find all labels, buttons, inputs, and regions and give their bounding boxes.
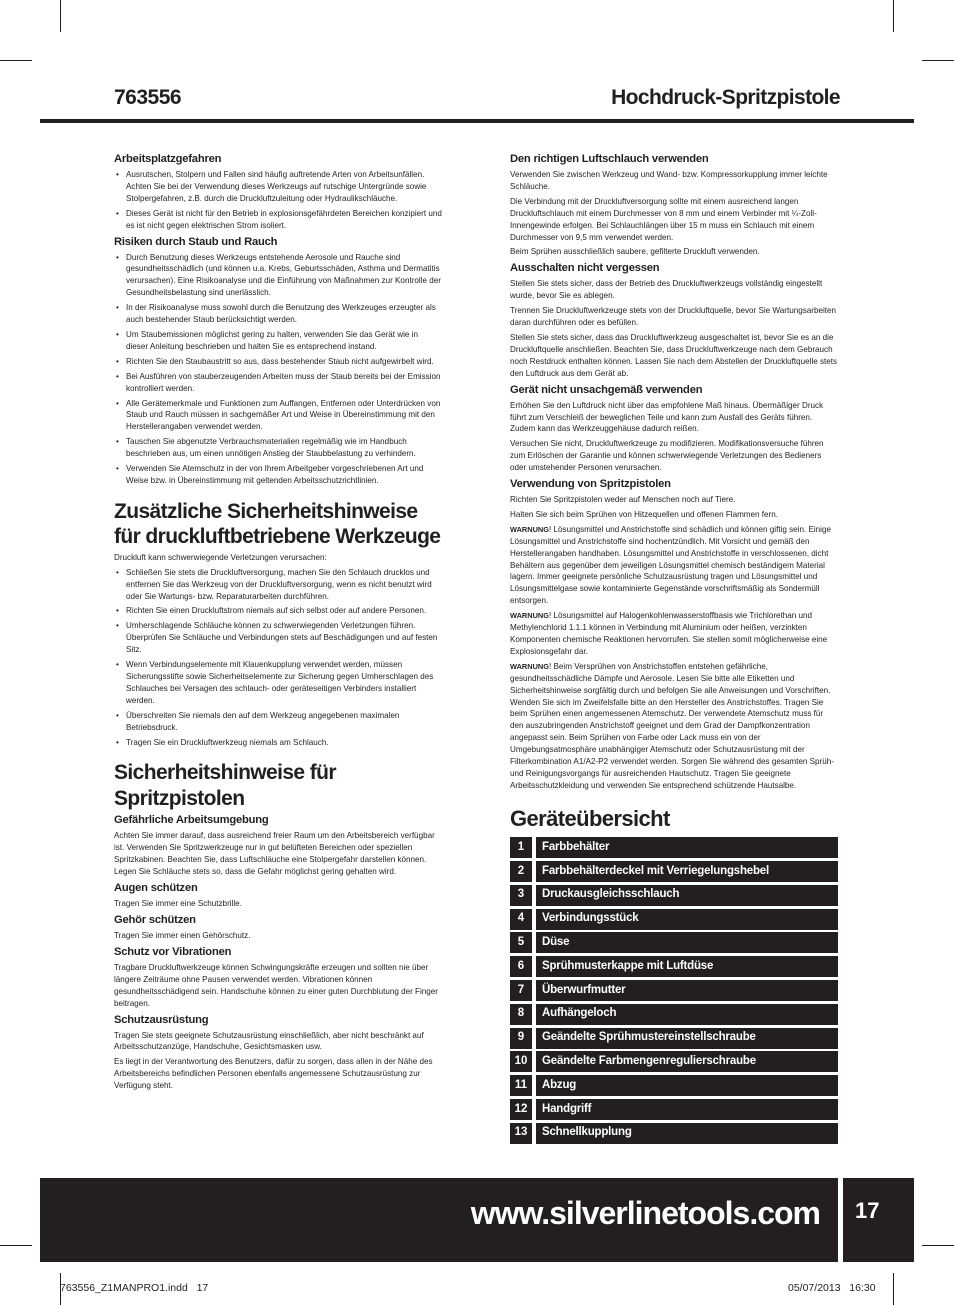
part-label: Handgriff xyxy=(536,1099,838,1120)
part-number: 10 xyxy=(510,1051,532,1072)
list-item: • Umherschlagende Schläuche können zu schwerwiegenden Verletzungen führen. Überprüfen Sie Schläuche und Verbindungen stets auf Beschädigungen und auf festen Sitz. xyxy=(126,620,442,656)
part-number: 13 xyxy=(510,1123,532,1144)
part-label: Düse xyxy=(536,932,838,953)
warning-paragraph xyxy=(510,524,838,607)
part-row xyxy=(510,956,838,977)
part-number: 3 xyxy=(510,885,532,906)
list-item: • Überschreiten Sie niemals den auf dem Werkzeug angegebenen maximalen Betriebsdruck. xyxy=(126,710,442,734)
right-column xyxy=(510,150,838,1147)
part-row xyxy=(510,932,838,953)
part-label: Farbbehälter xyxy=(536,837,838,858)
header-rule xyxy=(40,119,914,123)
paragraph: Tragen Sie stets geeignete Schutzausrüstung einschließlich, aber nicht beschränkt auf Arbeitsschutzanzüge, Handschuhe, Gesichtsmasken usw. xyxy=(114,1030,424,1052)
list-item: • Wenn Verbindungselemente mit Klauenkupplung verwendet werden, müssen Sicherungsstifte sowie Sicherheitselemente zur Sicherung gegen Umherschlagen des Schlauches bei Versagen des schlauch- oder geräteseitigen Verbinders installiert werden. xyxy=(126,659,442,707)
part-label: Sprühmusterkappe mit Luftdüse xyxy=(536,956,838,977)
list-item: • Durch Benutzung dieses Werkzeugs entstehende Aerosole und Rauche sind gesundheitsschädlich (und können u.a. Krebs, Geburtsschäden, Asthma und Dermatitis verursachen). Eine Risikoanalyse und die Einführung von Maßnahmen zur Kontrolle der Gesundheitsbelastung sind unerlässlich. xyxy=(126,252,442,300)
crop-mark xyxy=(0,60,32,61)
bullet-list xyxy=(114,252,442,487)
paragraph: Tragen Sie immer eine Schutzbrille. xyxy=(114,899,242,909)
warning-paragraph xyxy=(510,610,838,658)
part-label: Farbbehälterdeckel mit Verriegelungshebel xyxy=(536,861,838,882)
page-title: Hochdruck-Spritzpistole xyxy=(611,86,840,109)
paragraph: Richten Sie Spritzpistolen weder auf Menschen noch auf Tiere. xyxy=(510,495,736,505)
warning-label: WARNUNG xyxy=(510,661,550,671)
list-item: • Richten Sie den Staubaustritt so aus, dass bestehender Staub nicht aufgewirbelt wird. xyxy=(126,356,442,368)
overview-title: Geräteübersicht xyxy=(510,805,670,831)
list-item: • Tauschen Sie abgenutzte Verbrauchsmaterialien regelmäßig wie im Handbuch beschrieben aus, um einen unnötigen Anstieg der Staubbelastung zu verhindern. xyxy=(126,436,442,460)
list-item: • Bei Ausführen von stauberzeugenden Arbeiten muss der Staub bereits bei der Emission kontrolliert werden. xyxy=(126,371,442,395)
parts-list xyxy=(510,837,838,1144)
list-item: • Verwenden Sie Atemschutz in der von Ihrem Arbeitgeber vorgeschriebenen Art und Weise bzw. in Übereinstimmung mit geltenden Arbeitsschutzrichtlinien. xyxy=(126,463,442,487)
part-row xyxy=(510,1051,838,1072)
part-row xyxy=(510,1075,838,1096)
list-item: • Alle Gerätemerkmale und Funktionen zum Auffangen, Entfernen oder Unterdrücken von Staub und Rauch müssen in sachgemäßer Art und Weise in Übereinstimmung mit den Herstellerangaben verwendet werden. xyxy=(126,398,442,434)
paragraph: Druckluft kann schwerwiegende Verletzungen verursachen: xyxy=(114,552,327,562)
paragraph: Achten Sie immer darauf, dass ausreichend freier Raum um den Arbeitsbereich verfügbar ist. Verwenden Sie Spritzwerkzeuge nur in gut belüfteten Bereichen oder speziellen Spritzkabinen. Beachten Sie, dass Luftschläuche eine Stolpergefahr darstellen können. Legen Sie Schläuche stets so, dass die Gefahr möglichst gering gehalten wird. xyxy=(114,831,435,877)
part-number: 5 xyxy=(510,932,532,953)
warning-text: ! Beim Versprühen von Anstrichstoffen entstehen gefährliche, gesundheitsschädliche Dämpfe und Aerosole. Lesen Sie bitte alle Etiketten und Sicherheitshinweise sorgfältig durch und befolgen Sie alle Anweisungen und Vorschriften. Wenden Sie sich im Zweifelsfalle bitte an den Hersteller des Anstrichstoffes. Tragen Sie beim Sprühen einen angemessenen Atemschutz. Der verwendete Atemschutz muss für den auszubringenden Anstrichstoff geeignet und dem Grad der Dampfkonzentration angepasst sein. Beim Sprühen von Farbe oder Lack muss ein von der Umgebungsatmosphäre unabhängiger Atemschutz oder Schutzausrüstung mit der Filterkombination A1/A2-P2 verwendet werden. Sorgen Sie während des gesamten Sprüh- und Reinigungsvorgangs für ausreichenden Hautschutz. Tragen Sie geeignete Arbeitsschutzkleidung und verwenden Sie entsprechend schützende Hautsalbe. xyxy=(510,661,834,790)
paragraph: Tragen Sie immer einen Gehörschutz. xyxy=(114,930,251,940)
paragraph: Halten Sie sich beim Sprühen von Hitzequellen und offenen Flammen fern. xyxy=(510,509,778,519)
crop-mark xyxy=(922,60,954,61)
paragraph: Die Verbindung mit der Druckluftversorgung sollte mit einem ausreichend langen Druckluftschlauch mit einem Durchmesser von 8 mm und einem Verbinder mit ¼-Zoll-Innengewinde erfolgen. Bei Schlauchlängen über 15 m muss ein Schlauch mit einem Durchmesser von 9,5 mm verwendet werden. xyxy=(510,196,817,242)
part-number: 11 xyxy=(510,1075,532,1096)
list-item: • Ausrutschen, Stolpern und Fallen sind häufig auftretende Arten von Arbeitsunfällen. Achten Sie bei der Verwendung dieses Werkzeugs auf rutschige Untergründe sowie Stolpergefahren, z.B. durch die Druckluftzuleitung oder Hydraulikschläuche. xyxy=(126,169,442,205)
part-label: Geändelte Sprühmustereinstellschraube xyxy=(536,1028,838,1049)
part-number: 4 xyxy=(510,909,532,930)
section-subheading: Schutz vor Vibrationen xyxy=(114,945,232,958)
page-number: 17 xyxy=(855,1198,880,1223)
slug-date: 05/07/2013 16:30 xyxy=(788,1282,876,1294)
crop-mark xyxy=(60,0,61,32)
part-number: 1 xyxy=(510,837,532,858)
part-number: 2 xyxy=(510,861,532,882)
section-subheading: Schutzausrüstung xyxy=(114,1013,209,1026)
section-heading: Sicherheitshinweise für Spritzpistolen xyxy=(114,761,336,810)
slug-file: 763556_Z1MANPRO1.indd 17 xyxy=(60,1282,209,1294)
paragraph: Trennen Sie Druckluftwerkzeuge stets von der Druckluftquelle, bevor Sie Wartungsarbeiten daran durchführen oder es befüllen. xyxy=(510,306,837,328)
bullet-list xyxy=(114,567,442,749)
part-number: 8 xyxy=(510,1004,532,1025)
part-row xyxy=(510,1099,838,1120)
part-label: Druckausgleichsschlauch xyxy=(536,885,838,906)
section-subheading: Risiken durch Staub und Rauch xyxy=(114,235,278,248)
list-item: • Richten Sie einen Druckluftstrom niemals auf sich selbst oder auf andere Personen. xyxy=(126,605,442,617)
warning-text: ! Lösungsmittel und Anstrichstoffe sind schädlich und können giftig sein. Einige Lösungsmittel und Anstrichstoffe sind hochentzündlich. Mit Vorsicht und gemäß den Herstellerangaben handhaben. Lösungsmittel und Anstrichstoffe in verschlossenen, dicht Behältern aus gegenüber dem jeweiligen Lösungsmittel chemisch beständigem Material lagern. Immer geeignete persönliche Schutzausrüstung tragen und Lösungsmittel und Lösungsmittelgase sowie kontaminierte Gegenstände vorschriftsmäßig als Sondermüll entsorgen. xyxy=(510,524,831,606)
paragraph: Verwenden Sie zwischen Werkzeug und Wand- bzw. Kompressorkupplung immer leichte Schläuche. xyxy=(510,170,828,191)
part-label: Schnellkupplung xyxy=(536,1123,838,1144)
left-column xyxy=(114,150,442,1095)
list-item: • In der Risikoanalyse muss sowohl durch die Benutzung des Werkzeuges erzeugter als auch bestehender Staub berücksichtigt werden. xyxy=(126,302,442,326)
bullet-list xyxy=(114,169,442,232)
crop-mark xyxy=(893,0,894,32)
page-number-box xyxy=(843,1178,914,1262)
crop-mark xyxy=(0,1245,32,1246)
part-label: Verbindungsstück xyxy=(536,909,838,930)
part-row xyxy=(510,980,838,1001)
part-row xyxy=(510,885,838,906)
product-code: 763556 xyxy=(114,86,182,109)
part-row xyxy=(510,1028,838,1049)
warning-label: WARNUNG xyxy=(510,611,550,621)
part-label: Abzug xyxy=(536,1075,838,1096)
section-subheading: Arbeitsplatzgefahren xyxy=(114,153,222,165)
part-number: 9 xyxy=(510,1028,532,1049)
section-subheading: Den richtigen Luftschlauch verwenden xyxy=(510,153,709,165)
section-subheading: Gefährliche Arbeitsumgebung xyxy=(114,814,269,827)
list-item: • Schließen Sie stets die Druckluftversorgung, machen Sie den Schlauch drucklos und entfernen Sie das Werkzeug von der Druckluftversorgung, wenn es nicht benutzt wird oder Sie Wartungs- bzw. Reparaturarbeiten durchführen. xyxy=(126,567,442,603)
paragraph: Beim Sprühen ausschließlich saubere, gefilterte Druckluft verwenden. xyxy=(510,247,760,257)
list-item: • Tragen Sie ein Druckluftwerkzeug niemals am Schlauch. xyxy=(126,737,442,749)
part-label: Aufhängeloch xyxy=(536,1004,838,1025)
paragraph: Versuchen Sie nicht, Druckluftwerkzeuge zu modifizieren. Modifikationsversuche führen zum Erlöschen der Garantie und können schwerwiegende Verletzungen des Bedieners oder umstehender Personen verursachen. xyxy=(510,439,824,473)
section-subheading: Ausschalten nicht vergessen xyxy=(510,262,660,275)
warning-paragraph xyxy=(510,661,838,792)
part-row xyxy=(510,1123,838,1144)
part-number: 12 xyxy=(510,1099,532,1120)
crop-mark xyxy=(893,1273,894,1305)
part-row xyxy=(510,861,838,882)
paragraph: Stellen Sie stets sicher, dass das Druckluftwerkzeug ausgeschaltet ist, bevor Sie es an die Druckluftquelle anschließen. Beachten Sie, dass Druckluftwerkzeuge nach dem Gebrauch noch Restdruck enthalten können. Lassen Sie nach dem Abstellen der Druckluftquelle stets den Luftdruck aus dem Gerät ab. xyxy=(510,332,838,378)
section-subheading: Gerät nicht unsachgemäß verwenden xyxy=(510,383,703,396)
website-url: www.silverlinetools.com xyxy=(470,1195,820,1231)
paragraph: Tragbare Druckluftwerkzeuge können Schwingungskräfte erzeugen und sollten nie über längere Zeiträume ohne Pausen verwendet werden. Vibrationen können gesundheitsschädigend sein. Handschuhe können zu einer guten Durchblutung der Finger beitragen. xyxy=(114,962,438,1008)
crop-mark xyxy=(922,1245,954,1246)
warning-text: ! Lösungsmittel auf Halogenkohlenwasserstoffbasis wie Trichlorethan und Methylenchlorid 1.1.1 können in Verbindung mit Aluminium oder heißen, verzinkten Komponenten chemische Reaktionen hervorrufen. Sie stellen somit möglicherweise eine Explosionsgefahr dar. xyxy=(510,611,828,656)
section-subheading: Augen schützen xyxy=(114,882,198,895)
list-item: • Dieses Gerät ist nicht für den Betrieb in explosionsgefährdeten Bereichen konzipiert und es ist nicht gegen elektrischen Strom isoliert. xyxy=(126,208,442,232)
right-column-text xyxy=(510,152,838,792)
paragraph: Stellen Sie stets sicher, dass der Betrieb des Druckluftwerkzeugs vollständig eingestellt wurde, bevor Sie es ablegen. xyxy=(510,279,823,301)
part-row xyxy=(510,909,838,930)
warning-label: WARNUNG xyxy=(510,524,550,534)
part-label: Überwurfmutter xyxy=(536,980,838,1001)
part-label: Geändelte Farbmengenregulierschraube xyxy=(536,1051,838,1072)
part-number: 6 xyxy=(510,956,532,977)
footer-bar xyxy=(40,1178,838,1262)
paragraph: Erhöhen Sie den Luftdruck nicht über das empfohlene Maß hinaus. Übermäßiger Druck führt zum Verschleiß der beweglichen Teile und kann zum Ausfall des Geräts führen. Zudem kann das Werkzeuggehäuse dadurch reißen. xyxy=(510,400,824,434)
paragraph: Es liegt in der Verantwortung des Benutzers, dafür zu sorgen, dass allen in der Nähe des Arbeitsbereichs befindlichen Personen ebenfalls angemessene Schutzausrüstung zur Verfügung steht. xyxy=(114,1057,433,1091)
part-row xyxy=(510,837,838,858)
section-subheading: Verwendung von Spritzpistolen xyxy=(510,478,671,491)
section-heading: Zusätzliche Sicherheitshinweise für druckluftbetriebene Werkzeuge xyxy=(114,499,441,549)
section-subheading: Gehör schützen xyxy=(114,913,196,926)
part-number: 7 xyxy=(510,980,532,1001)
list-item: • Um Staubemissionen möglichst gering zu halten, verwenden Sie das Gerät wie in dieser Anleitung beschrieben und halten Sie es entsprechend instand. xyxy=(126,329,442,353)
part-row xyxy=(510,1004,838,1025)
